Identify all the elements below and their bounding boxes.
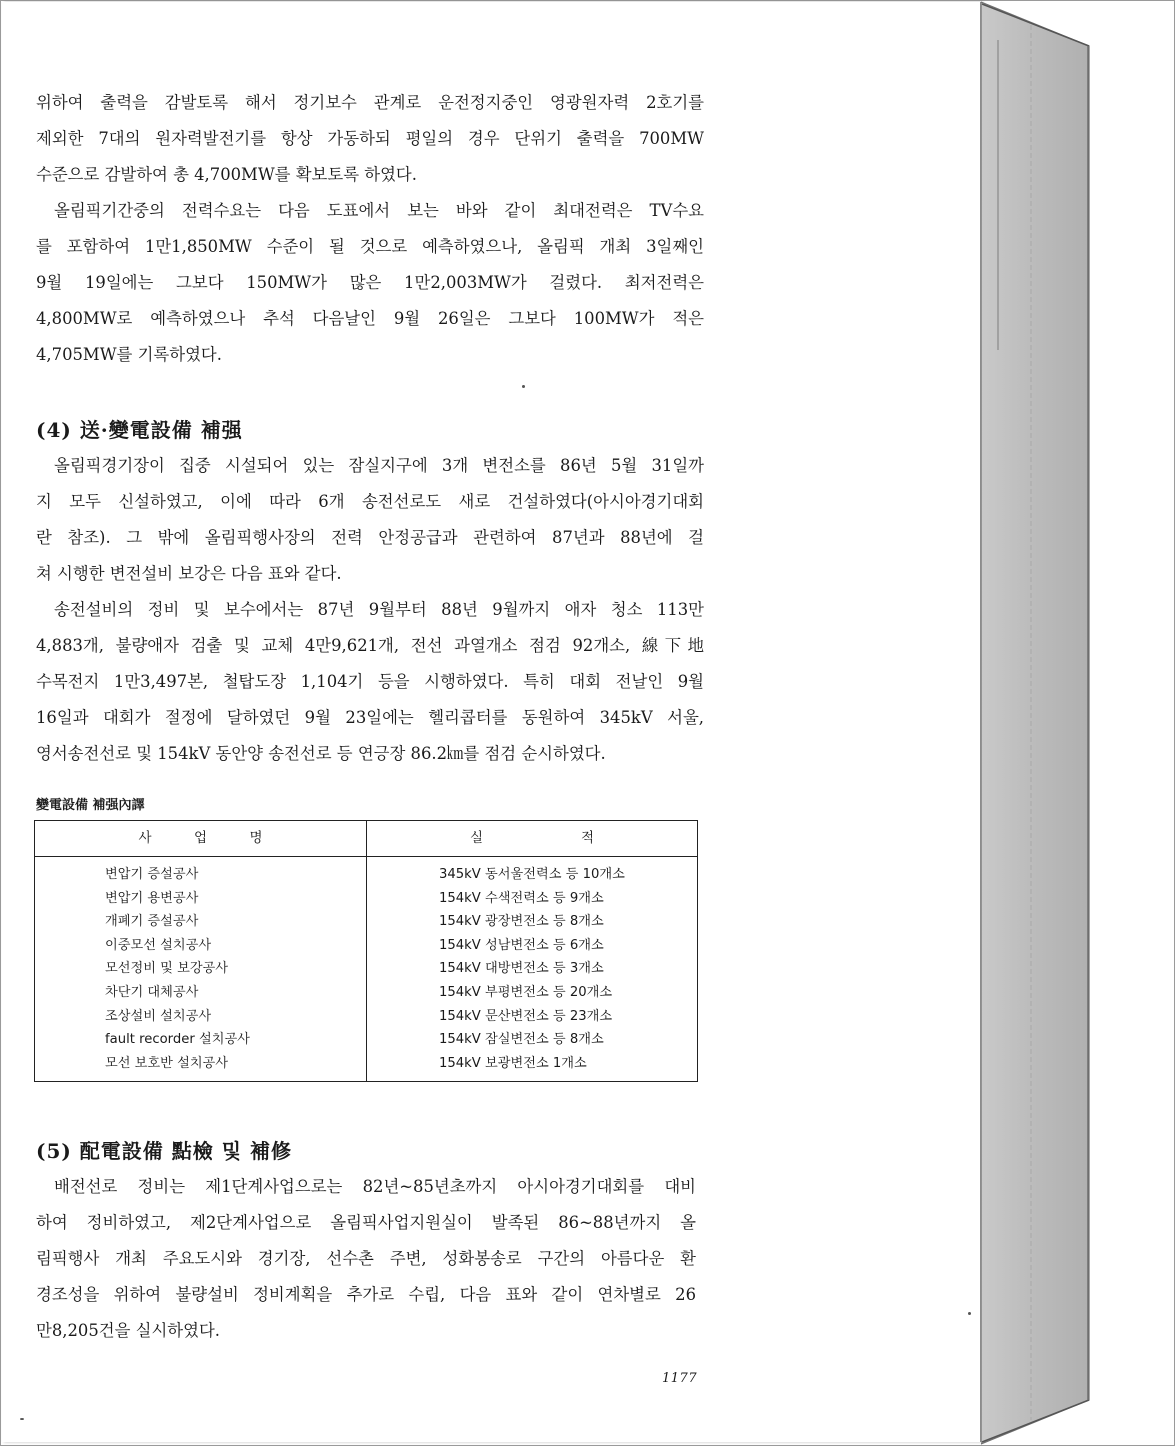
text-line: 란 참조). 그 밖에 올림픽행사장의 전력 안정공급과 관련하여 87년과 88년에 걸 (36, 528, 704, 547)
table-header-result: 실 적 (470, 830, 594, 846)
table-cell: 154kV 수색전력소 등 9개소 (439, 890, 604, 906)
table-result-column (439, 863, 625, 1075)
text-line: 4,705MW를 기록하였다. (36, 345, 222, 364)
paragraph-power-demand (36, 193, 704, 373)
section-5-paragraph-1 (36, 1169, 696, 1349)
table-cell: 154kV 문산변전소 등 23개소 (439, 1008, 613, 1024)
text-line: 만8,205건을 실시하였다. (36, 1321, 221, 1340)
table-project-column (105, 863, 250, 1075)
table-cell: 변압기 용변공사 (105, 890, 199, 906)
text-line: 쳐 시행한 변전설비 보강은 다음 표와 같다. (36, 564, 342, 583)
text-line: 9월 19일에는 그보다 150MW가 많은 1만2,003MW가 걸렸다. 최저전력은 (36, 273, 704, 292)
table-cell: 154kV 대방변전소 등 3개소 (439, 961, 604, 977)
table-cell: 모선 보호반 설치공사 (105, 1055, 229, 1071)
text-line: 제외한 7대의 원자력발전기를 항상 가동하되 평일의 경우 단위기 출력을 700MW (36, 129, 704, 148)
table-cell: 154kV 보광변전소 1개소 (439, 1055, 587, 1071)
paragraph-continuation (36, 85, 704, 193)
table-caption: 變電設備 補强內譯 (36, 798, 145, 813)
page-number: 1177 (662, 1371, 698, 1386)
section-4-paragraph-1 (36, 448, 704, 592)
table-cell: 조상설비 설치공사 (105, 1008, 212, 1024)
text-line: 위하여 출력을 감발토록 해서 정기보수 관계로 운전정지중인 영광원자력 2호기를 (36, 93, 704, 112)
document-page (2, 2, 981, 1442)
table-column-divider (366, 821, 367, 1081)
text-line: 를 포함하여 1만1,850MW 수준이 될 것으로 예측하였으나, 올림픽 개최 3일째인 (36, 237, 704, 256)
text-line: 영서송전선로 및 154kV 동안양 송전선로 등 연긍장 86.2㎞를 점검 순시하였다. (36, 744, 606, 763)
section-heading-5: (5) 配電設備 點檢 및 補修 (36, 1139, 293, 1163)
text-line: 송전설비의 정비 및 보수에서는 87년 9월부터 88년 9월까지 애자 청소 113만 (54, 600, 704, 619)
scan-speck (968, 1312, 971, 1315)
text-line: 올림픽경기장이 집중 시설되어 있는 잠실지구에 3개 변전소를 86년 5월 31일까 (54, 456, 704, 475)
book-page-stack (981, 0, 1175, 1446)
table-cell: fault recorder 설치공사 (105, 1032, 250, 1048)
section-4-paragraph-2 (36, 592, 704, 772)
text-line: 경조성을 위하여 불량설비 정비계획을 추가로 수립, 다음 표와 같이 연차별로 26 (36, 1285, 696, 1304)
table-cell: 모선정비 및 보강공사 (105, 961, 229, 977)
table-cell: 154kV 광장변전소 등 8개소 (439, 914, 604, 930)
text-line: 4,800MW로 예측하였으나 추석 다음날인 9월 26일은 그보다 100MW가 적은 (36, 309, 704, 328)
table-cell: 345kV 동서울전력소 등 10개소 (439, 867, 625, 882)
table-cell: 154kV 성남변전소 등 6개소 (439, 937, 604, 953)
text-line: 배전선로 정비는 제1단계사업으로는 82년~85년초까지 아시아경기대회를 대비 (54, 1177, 696, 1196)
table-header-project: 사 업 명 (138, 830, 263, 846)
text-line: 수준으로 감발하여 총 4,700MW를 확보토록 하였다. (36, 165, 417, 184)
scan-speck (20, 1418, 24, 1420)
scan-speck (522, 385, 525, 388)
table-cell: 개폐기 증설공사 (105, 914, 199, 930)
text-line: 올림픽기간중의 전력수요는 다음 도표에서 보는 바와 같이 최대전력은 TV수요 (54, 201, 704, 220)
table-cell: 154kV 잠실변전소 등 8개소 (439, 1032, 604, 1048)
table-cell: 154kV 부평변전소 등 20개소 (439, 984, 613, 1000)
text-line: 4,883개, 불량애자 검출 및 교체 4만9,621개, 전선 과열개소 점검 92개소, 線下地 (36, 636, 704, 655)
section-heading-4: (4) 送·變電設備 補强 (36, 418, 243, 442)
table-cell: 차단기 대체공사 (105, 984, 199, 1000)
table-cell: 변압기 증설공사 (105, 867, 199, 882)
text-line: 지 모두 신설하였고, 이에 따라 6개 송전선로도 새로 건설하였다(아시아경기대회 (36, 492, 704, 511)
substation-reinforcement-table (34, 820, 698, 1082)
text-line: 하여 정비하였고, 제2단계사업으로 올림픽사업지원실이 발족된 86~88년까지 올 (36, 1213, 696, 1232)
table-header-divider (35, 856, 697, 857)
page-stack-graphic (981, 0, 1175, 1446)
text-line: 림픽행사 개최 주요도시와 경기장, 선수촌 주변, 성화봉송로 구간의 아름다운 환 (36, 1249, 696, 1268)
text-line: 16일과 대회가 절정에 달하였던 9월 23일에는 헬리콥터를 동원하여 345kV 서울, (36, 708, 704, 727)
text-line: 수목전지 1만3,497본, 철탑도장 1,104기 등을 시행하였다. 특히 대회 전날인 9월 (36, 672, 704, 691)
table-cell: 이중모선 설치공사 (105, 937, 212, 953)
